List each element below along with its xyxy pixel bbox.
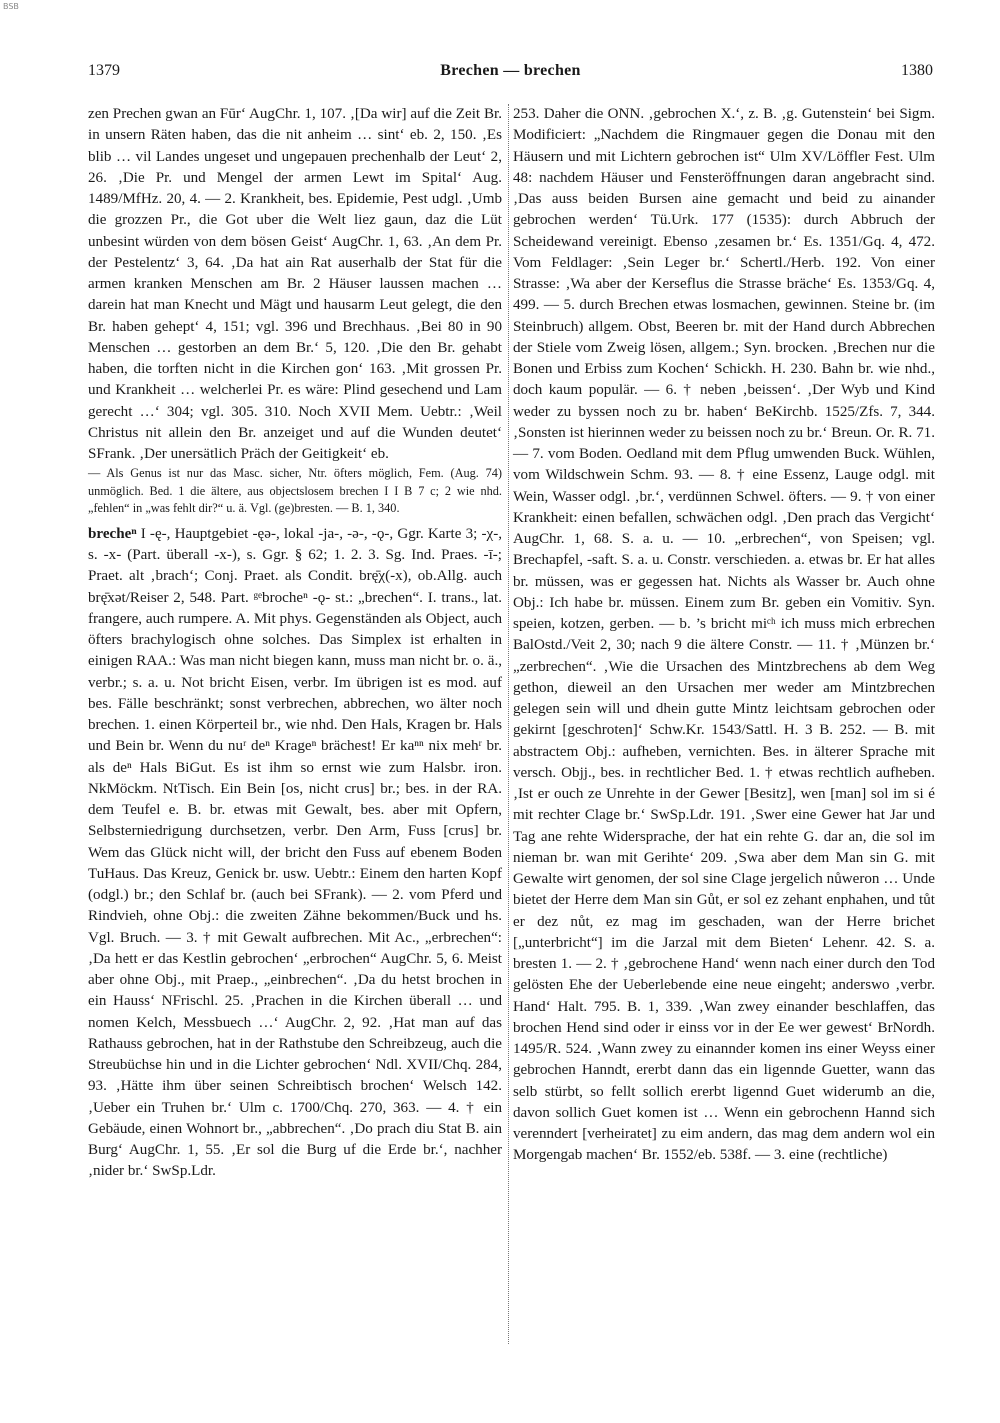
entry-brechen-note: — Als Genus ist nur das Masc. sicher, Ntr. öfters möglich, Fem. (Aug. 74) unmöglich. Bed. 1 die ältere, aus objectslosem brechen I I B 7 c; 2 wie nhd. „fehlen“ in „was fehlt dir?“ u. ä. Vgl. (ge)bresten. — B. 1, 340.: [88, 466, 502, 516]
entry-brechen-verb: [88, 524, 502, 1183]
library-mark: BSB: [3, 2, 19, 11]
entry-brechen-verb-continuation: 253. Daher die ONN. ‚gebrochen X.‘, z. B. ‚g. Gutenstein‘ bei Sigm. Modificiert: „Nachdem die Ringmauer gegen die Donau mit den Häusern und mit Lichtern gebrochen ist“ Ulm XV/Löffler Fest. Ulm 48: nachdem Häuser und Fensteröffnungen daran angebracht sind. ‚Das auss beiden Bursen aine gemacht und beid zu ainander gebrochen werden‘ Tü.Urk. 177 (1535): durch Abbruch der Scheidewand vereinigt. Ebenso ‚zesamen br.‘ Es. 1351/Gq. 4, 472. Vom Feldlager: ‚Sein Leger br.‘ Schertl./Herb. 192. Von einer Strasse: ‚Wa aber der Kerseflus die Strasse bräche‘ Es. 1353/Gq. 4, 499. — 5. durch Brechen etwas losmachen, gewinnen. Steine br. (im Steinbruch) allgem. Obst, Beeren br. mit der Hand durch Abbrechen der Stiele vom Zweig lösen, allgem.; Syn. brocken. ‚Brechen nur die Bonen und Erbiss zum Kochen‘ Schickh. H. 230. Bahn br. wie nhd., doch kaum populär. — 6. † neben ‚beissen‘. ‚Der Wyb und Kind weder zu byssen noch zu br. haben‘ BeKirchb. 1525/Zfs. 7, 344. ‚Sonsten ist hierinnen weder zu beissen noch zu br.‘ Breun. Or. R. 71. — 7. vom Boden. Oedland mit dem Pflug umwenden Buck. Wühlen, vom Wildschwein Schm. 93. — 8. † eine Essenz, Lauge odgl. mit Wein, Wasser odgl. ‚br.‘, verdünnen Schwel. öfters. — 9. † von einer Krankheit: einen befallen, schwächen odgl. ‚Den prach das Vergicht‘ AugChr. 1, 68. S. a. u. — 10. „erbrechen“, von Speisen; vgl. Brechapfel, -saft. S. a. u. Constr. verschieden. a. etwas br. Er hat alles br. müssen, was er gegessen hat. Nichts als Wasser br. Auch ohne Obj.: Ich habe br. müssen. Einem zum Br. geben ein Vomitiv. Syn. speien, kotzen, gerben. — b. ’s bricht miᶜʰ ich muss mich erbrechen BalOstd./Veit 2, 30; nach 9 die ältere Constr. — 11. † ‚Münzen br.‘ „zerbrechen“. ‚Wie die Ursachen des Mintzbrechens ab dem Weg gethon, dieweil an den Ursachen mer weder am Mintzbrechen gelegen sein will und dhein gutte Mintz leichtsam gebrochen oder gekirnt [geschroten]‘ Schw.Kr. 1543/Sattl. H. 3 B. 252. — B. mit abstractem Obj.: aufheben, vernichten. Bes. in älterer Sprache mit versch. Objj., bes. in rechtlicher Bed. 1. † etwas rechtlich aufheben. ‚Ist er ouch ze Unrehte in der Gewer [Besitz], wen [man] sol im si é mit rechter Clage br.‘ SwSp.Ldr. 191. ‚Swer eine Gewer hat Jar und Tag ane rehte Widersprache, der hat ein rehte G. dar an, die sol im nieman br. wan mit Gerihte‘ 209. ‚Swa aber dem Man sin G. mit Gewalte wirt genomen, der sol sine Clage jergelich nůweron … Unde bietet der Herre dem Man sin Gůt, er sol ez zehant enphahen, und tůt er dez nůt, ez mag im geschaden, wan der Herre brichet [„unterbricht“] im die Jarzal mit dem Bieten‘ Lehenr. 42. S. a. bresten 1. — 2. † ‚gebrochene Hand‘ wenn nach einer durch den Tod gelösten Ehe der Ueberlebende eine neue eingeht; anderswo ‚verbr. Hand‘ Halt. 795. B. 1, 339. ‚Wan zwey einander beschlaffen, das brochen Hend sind oder ir einss vor in der Ee wer gewest‘ BrNordh. 1495/R. 524. ‚Wann zwey zu einannder komen ins einer Weyss einer gebrochen Hanndt, ererbt dann das ein ligennde Guetter, wann das selb stürbt, so fellt sollich ererbt ligennd Guet widerumb an die, davon sollich Guet komen ist … Wenn ein gebrochenn Hannd sich verenndert [verheiratet] zu eim andern, das mag dem andern wol ein Morgengab machen‘ Br. 1552/eb. 538f. — 3. eine (rechtliche): [513, 106, 935, 1164]
left-page-number: 1379: [88, 62, 120, 79]
entry-body: I -ę-, Hauptgebiet -ęə-, lokal -ja-, -ə-, -ǫ-, Ggr. Karte 3; -χ-, s. -x- (Part. überall -x-), s. Ggr. § 62; 1. 2. 3. Sg. Ind. Praes. -ī-; Praet. alt ‚brach‘; Conj. Praet. als Condit. brę̄χ(-x), ob.Allg. auch brę̄xət/Reiser 2, 548. Part. ᵍᵉbrocheⁿ -ǫ- st.: „brechen“. I. trans., lat. frangere, auch rumpere. A. Mit phys. Gegenständen als Object, auch öfters brachylogisch ohne solches. Das Simplex ist erhalten in einigen RAA.: Was man nicht biegen kann, muss man nicht br. o. ä., verbr.; s. a. u. Not bricht Eisen, verbr. Im übrigen ist es mod. auf bes. Fälle beschränkt; sonst verbrechen, abbrechen, wo älter noch brechen. 1. einen Körperteil br., wie nhd. Den Hals, Kragen br. Hals und Bein br. Wenn du nuʳ deⁿ Krageⁿ brächest! Er kaⁿⁿ nix mehʳ br. als deⁿ Hals BiGut. Es ist ihm so ernst wie zum Halsbr. iron. NkMöckm. NtTisch. Ein Bein [os, nicht crus] br.; bes. in der RA. dem Teufel e. B. br. etwas mit Gewalt, bes. aber mit Opfern, Selbsterniedrigung durchsetzen, verbr. Den Arm, Fuss [crus] br. Wem das Glück nicht will, der bricht den Fuss auf ebenem Boden TuHaus. Das Kreuz, Genick br. usw. Uebtr.: Einem den harten Kopf (odgl.) br.; den Schlaf br. (auch bei SFrank). — 2. vom Pferd und Rindvieh, ohne Obj.: die zweiten Zähne bekommen/Buck und hs. Vgl. Bruch. — 3. † mit Gewalt aufbrechen. Mit Ac., „erbrechen“: ‚Da hett er das Kestlin gebrochen‘ „erbrochen“ AugChr. 5, 6. Meist aber ohne Obj., mit Praep., „einbrechen“. ‚Da du hetst brochen in ein Hauss‘ NFrischl. 25. ‚Prachen in die Kirchen überall … und nomen Kelch, Messbuech …‘ AugChr. 2, 92. ‚Hat man auf das Rathauss gebrochen, hat in der Rathstube den Schreibzeug, auch die Streubüchse hin und in die Lichter gebrochen‘ Ndl. XVII/Chq. 284, 93. ‚Hätte ihm über seinen Schreibtisch brochen‘ Welsch 142. ‚Ueber ein Truhen br.‘ Ulm c. 1700/Chq. 270, 363. — 4. † ein Gebäude, einen Wohnort br., „abbrechen“. ‚Do prach diu Stat B. ain Burg‘ AugChr. 1, 55. ‚Er sol die Burg uf die Erde br.‘, nachher ‚nider br.‘ SwSp.Ldr.: [88, 525, 503, 1180]
right-page-number: 1380: [901, 62, 933, 79]
page-header: [88, 62, 933, 86]
right-column: [513, 104, 935, 1167]
running-head-title: Brechen — brechen: [440, 62, 581, 79]
column-divider: [508, 104, 509, 1344]
entry-brechen-continuation: zen Prechen gwan an Fūr‘ AugChr. 1, 107. ‚[Da wir] auf die Zeit Br. in unsern Räten haben, das die nit anheim … sint‘ eb. 2, 150. ‚Es blib … vil Landes ungeset und ungepauen prechenhalb der Leut‘ 2, 26. ‚Die Pr. und Mengel der armen Lewt im Spital‘ Aug. 1489/MfHz. 20, 4. — 2. Krankheit, bes. Epidemie, Pest udgl. ‚Umb die grozzen Pr., die Got uber die Welt liez gaun, daz die Lüt unbesint würden von dem bösen Geist‘ AugChr. 1, 63. ‚An dem Pr. der Pestelentz‘ 3, 64. ‚Da hat ain Rat auserhalb der Stat für die armen kranken Menschen am Br. 2 Häuser laussen machen … darein hat man Knecht und Mägt und hausarm Leut gelegt, die den Br. haben gehept‘ 4, 151; vgl. 396 und Brechhaus. ‚Bei 80 in 90 Menschen … gestorben an dem Br.‘ 5, 120. ‚Die den Br. gehabt haben, die torften nicht in die Kirchen gon‘ 163. ‚Mit grossen Pr. und Krankheit … welcherlei Pr. es wäre: Plind gesechend und Lam gerecht …‘ 304; vgl. 305. 310. Noch XVII Mem. Uebtr.: ‚Weil Christus nit allein den Br. anzeiget und auf die Wunden deutet‘ SFrank. ‚Der unersätlich Präch der Geitigkeit‘ eb.: [88, 106, 502, 462]
left-column: [88, 104, 502, 1183]
headword: brecheⁿ: [88, 525, 137, 542]
